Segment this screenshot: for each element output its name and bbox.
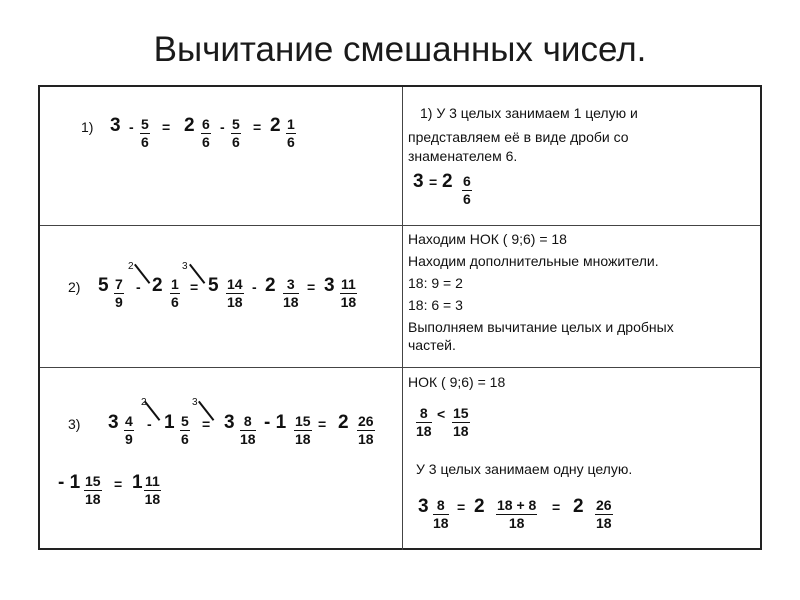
explanation-line: 18: 9 = 2 xyxy=(408,275,463,291)
minus-sign: - xyxy=(252,279,257,295)
fraction: $\frac{5}{6}$ xyxy=(232,116,240,150)
fraction: $\frac{5}{6}$ xyxy=(141,116,149,150)
fraction: $\frac{15}{18}$ xyxy=(85,473,101,507)
whole-number: 5 xyxy=(208,275,219,296)
fraction: $\frac{15}{18}$ xyxy=(295,413,311,447)
fraction: $\frac{26}{18}$ xyxy=(358,413,374,447)
fraction: $\frac{8}{18}$ xyxy=(433,497,449,531)
whole-number: 2 xyxy=(573,496,584,517)
column-divider xyxy=(402,87,403,550)
less-than-sign: < xyxy=(437,406,446,422)
explanation-line: 18: 6 = 3 xyxy=(408,297,463,313)
whole-number: 1 xyxy=(132,472,143,493)
equals-sign: = xyxy=(253,119,262,135)
fraction: $\frac{11}{18}$ xyxy=(340,276,357,310)
fraction: $\frac{6}{6}$ xyxy=(202,116,210,150)
whole-number: 3 xyxy=(418,496,429,517)
fraction: $\frac{3}{18}$ xyxy=(283,276,299,310)
equals-sign: = xyxy=(190,279,199,295)
whole-number: 1 xyxy=(164,412,175,433)
whole-number: 2 xyxy=(184,115,195,136)
explanation-line: Находим НОК ( 9;6) = 18 xyxy=(408,231,567,247)
explanation-line: Выполняем вычитание целых и дробных xyxy=(408,319,674,335)
row-label: 1) xyxy=(81,119,94,135)
explanation-line: У 3 целых занимаем одну целую. xyxy=(416,461,633,477)
minus-whole: - 1 xyxy=(264,412,287,433)
equals-sign: = xyxy=(202,416,211,432)
fraction: $\frac{4}{9}$ xyxy=(125,413,133,447)
whole-number: 3 xyxy=(110,115,121,136)
minus-sign: - xyxy=(136,279,141,295)
fraction: $\frac{7}{9}$ xyxy=(115,276,123,310)
fraction: $\frac{5}{6}$ xyxy=(181,413,189,447)
equals-sign: = xyxy=(162,119,171,135)
fraction: $\frac{18 + 8}{18}$ xyxy=(497,497,537,531)
equals-sign: = xyxy=(318,416,327,432)
multiplier: 3 xyxy=(192,397,198,408)
multiplier: 2 xyxy=(141,397,147,408)
fraction: $\frac{6}{6}$ xyxy=(463,173,471,207)
minus-sign: - xyxy=(220,119,225,135)
whole-number: 2 xyxy=(442,171,453,192)
examples-table xyxy=(38,85,762,550)
explanation-line: представляем её в виде дроби со xyxy=(408,129,629,145)
fraction: $\frac{15}{18}$ xyxy=(453,405,469,439)
equals-sign: = xyxy=(307,279,316,295)
whole-number: 3 xyxy=(224,412,235,433)
explanation-line: знаменателем 6. xyxy=(408,148,518,164)
equals-sign: = xyxy=(552,499,561,515)
row-label: 3) xyxy=(68,416,81,432)
whole-number: 3 xyxy=(413,171,424,192)
whole-number: 2 xyxy=(270,115,281,136)
multiplier: 3 xyxy=(182,261,188,272)
whole-number: 2 xyxy=(265,275,276,296)
equals-sign: = xyxy=(114,476,123,492)
equals-sign: = xyxy=(429,174,438,190)
fraction: $\frac{8}{18}$ xyxy=(240,413,256,447)
minus-whole: - 1 xyxy=(58,472,81,493)
minus-sign: - xyxy=(129,119,134,135)
whole-number: 3 xyxy=(324,275,335,296)
fraction: $\frac{26}{18}$ xyxy=(596,497,612,531)
page-title: Вычитание смешанных чисел. xyxy=(153,30,647,69)
fraction: $\frac{1}{6}$ xyxy=(287,116,295,150)
equals-sign: = xyxy=(457,499,466,515)
fraction: $\frac{11}{18}$ xyxy=(144,473,161,507)
whole-number: 3 xyxy=(108,412,119,433)
whole-number: 5 xyxy=(98,275,109,296)
fraction: $\frac{1}{6}$ xyxy=(171,276,179,310)
explanation-line: НОК ( 9;6) = 18 xyxy=(408,374,506,390)
explanation-line: Находим дополнительные множители. xyxy=(408,253,659,269)
whole-number: 2 xyxy=(338,412,349,433)
whole-number: 2 xyxy=(152,275,163,296)
fraction: $\frac{8}{18}$ xyxy=(416,405,432,439)
whole-number: 2 xyxy=(474,496,485,517)
row-divider xyxy=(40,367,760,368)
fraction: $\frac{14}{18}$ xyxy=(227,276,243,310)
row-label: 2) xyxy=(68,279,81,295)
explanation-line: 1) У 3 целых занимаем 1 целую и xyxy=(420,105,638,121)
row-divider xyxy=(40,225,760,226)
explanation-line: частей. xyxy=(408,337,456,353)
multiplier: 2 xyxy=(128,261,134,272)
minus-sign: - xyxy=(147,416,152,432)
